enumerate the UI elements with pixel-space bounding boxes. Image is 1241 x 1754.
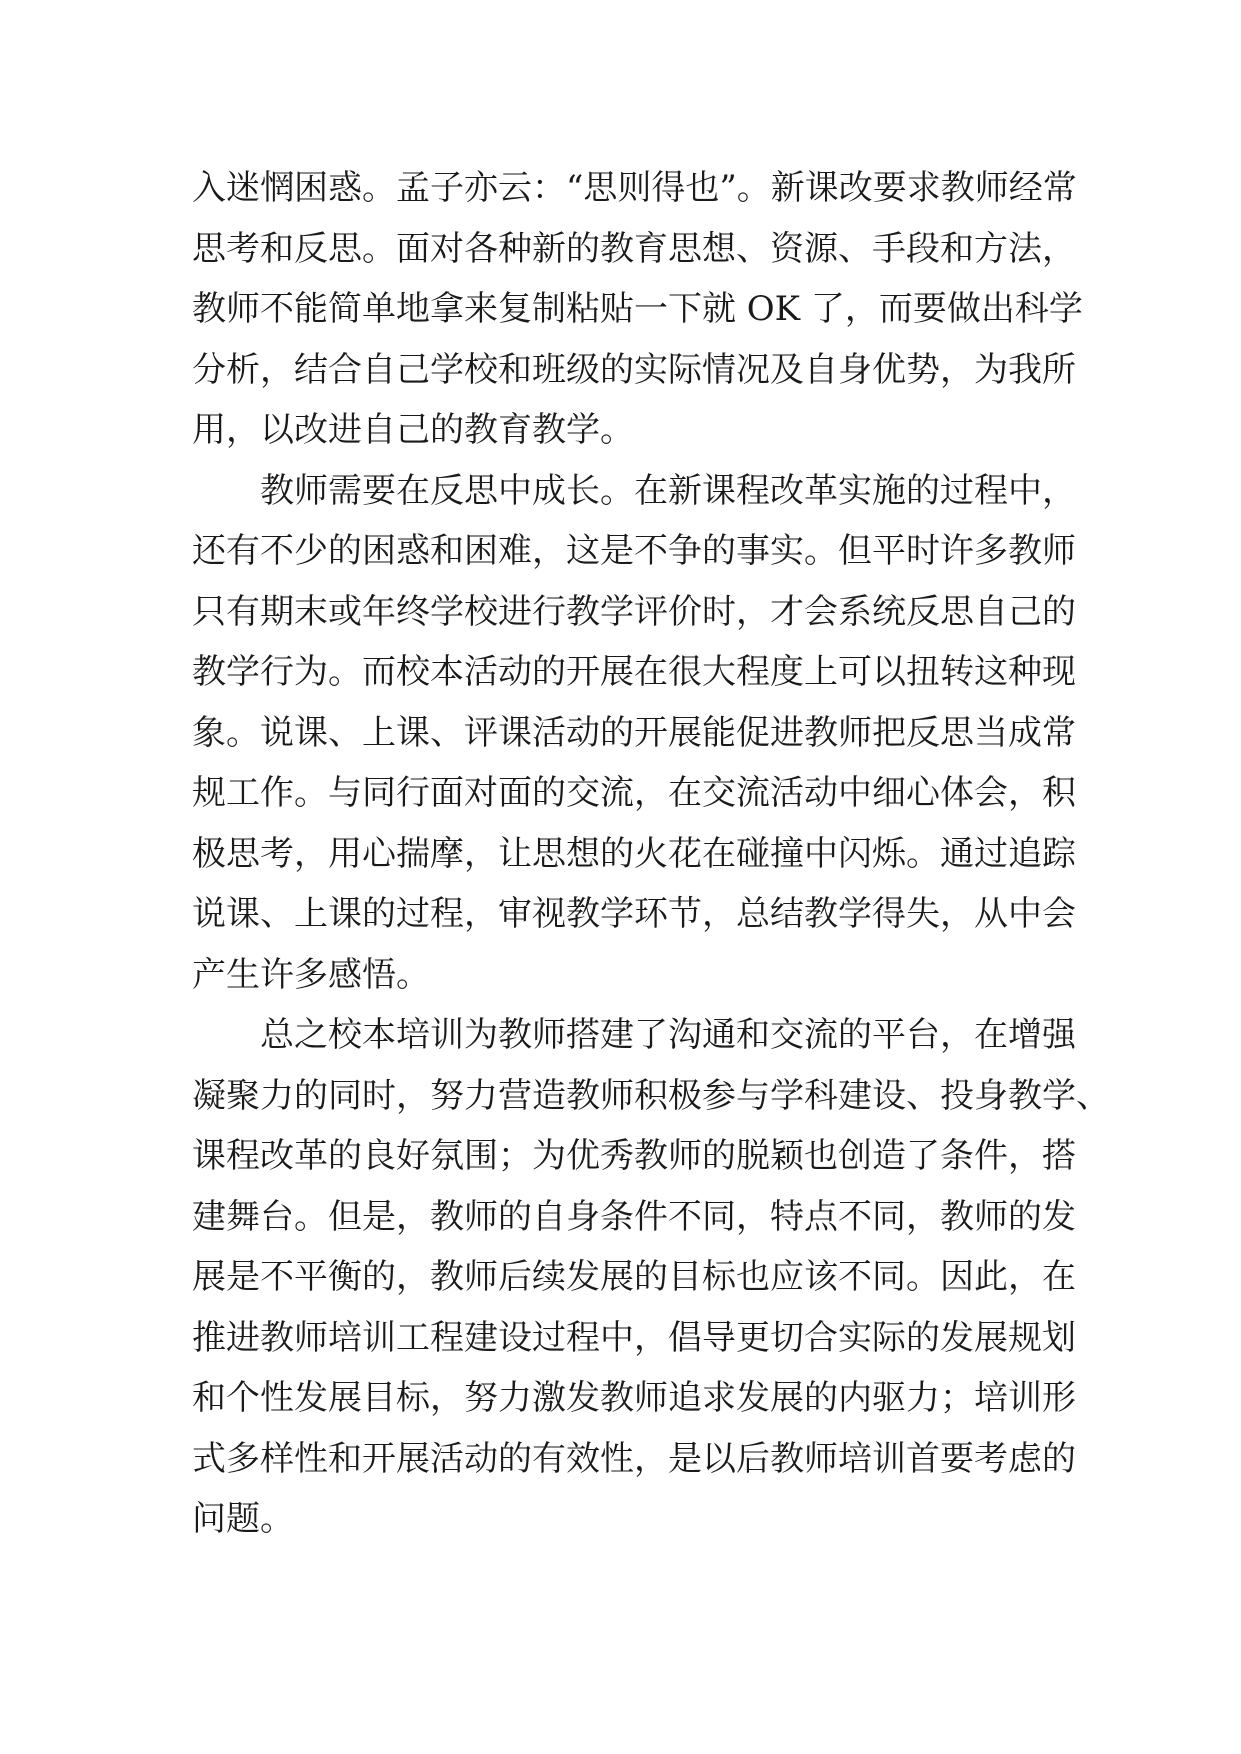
body-text	[192, 158, 1110, 1550]
text-line: 教师需要在反思中成长。在新课程改革实施的过程中，	[260, 470, 1076, 511]
text-line: 凝聚力的同时，努力营造教师积极参与学科建设、投身教学、	[192, 1075, 1110, 1116]
text-line: 教学行为。而校本活动的开展在很大程度上可以扭转这种现	[192, 652, 1076, 692]
text-line: 思考和反思。面对各种新的教育思想、资源、手段和方法，	[192, 228, 1076, 269]
paragraph	[192, 461, 1076, 1006]
text-line: 式多样性和开展活动的有效性，是以后教师培训首要考虑的	[192, 1438, 1076, 1479]
text-line: 总之校本培训为教师搭建了沟通和交流的平台，在增强	[260, 1015, 1076, 1055]
text-line: 推进教师培训工程建设过程中，倡导更切合实际的发展规划	[192, 1317, 1076, 1358]
text-line: 教师不能简单地拿来复制粘贴一下就 OK 了，而要做出科学	[192, 289, 1083, 329]
text-line: 只有期末或年终学校进行教学评价时，才会系统反思自己的	[192, 591, 1076, 632]
text-line: 产生许多感悟。	[192, 954, 430, 995]
paragraph	[192, 158, 1083, 461]
text-line: 课程改革的良好氛围；为优秀教师的脱颖也创造了条件，搭	[192, 1136, 1076, 1176]
text-line: 用，以改进自己的教育教学。	[192, 410, 634, 450]
text-line: 说课、上课的过程，审视教学环节，总结教学得失，从中会	[192, 894, 1076, 934]
text-line: 规工作。与同行面对面的交流，在交流活动中细心体会，积	[192, 773, 1076, 813]
text-line: 展是不平衡的，教师后续发展的目标也应该不同。因此，在	[192, 1257, 1076, 1297]
paragraph	[192, 1005, 1110, 1550]
text-line: 分析，结合自己学校和班级的实际情况及自身优势，为我所	[192, 349, 1076, 390]
text-line: 象。说课、上课、评课活动的开展能促进教师把反思当成常	[192, 712, 1076, 753]
text-line: 极思考，用心揣摩，让思想的火花在碰撞中闪烁。通过追踪	[192, 833, 1076, 874]
text-line: 还有不少的困惑和困难，这是不争的事实。但平时许多教师	[192, 531, 1076, 571]
text-line: 问题。	[192, 1499, 294, 1539]
text-line: 建舞台。但是，教师的自身条件不同，特点不同，教师的发	[192, 1196, 1076, 1237]
text-line: 入迷惘困惑。孟子亦云：“思则得也”。新课改要求教师经常	[192, 168, 1077, 208]
text-line: 和个性发展目标，努力激发教师追求发展的内驱力；培训形	[192, 1378, 1076, 1418]
